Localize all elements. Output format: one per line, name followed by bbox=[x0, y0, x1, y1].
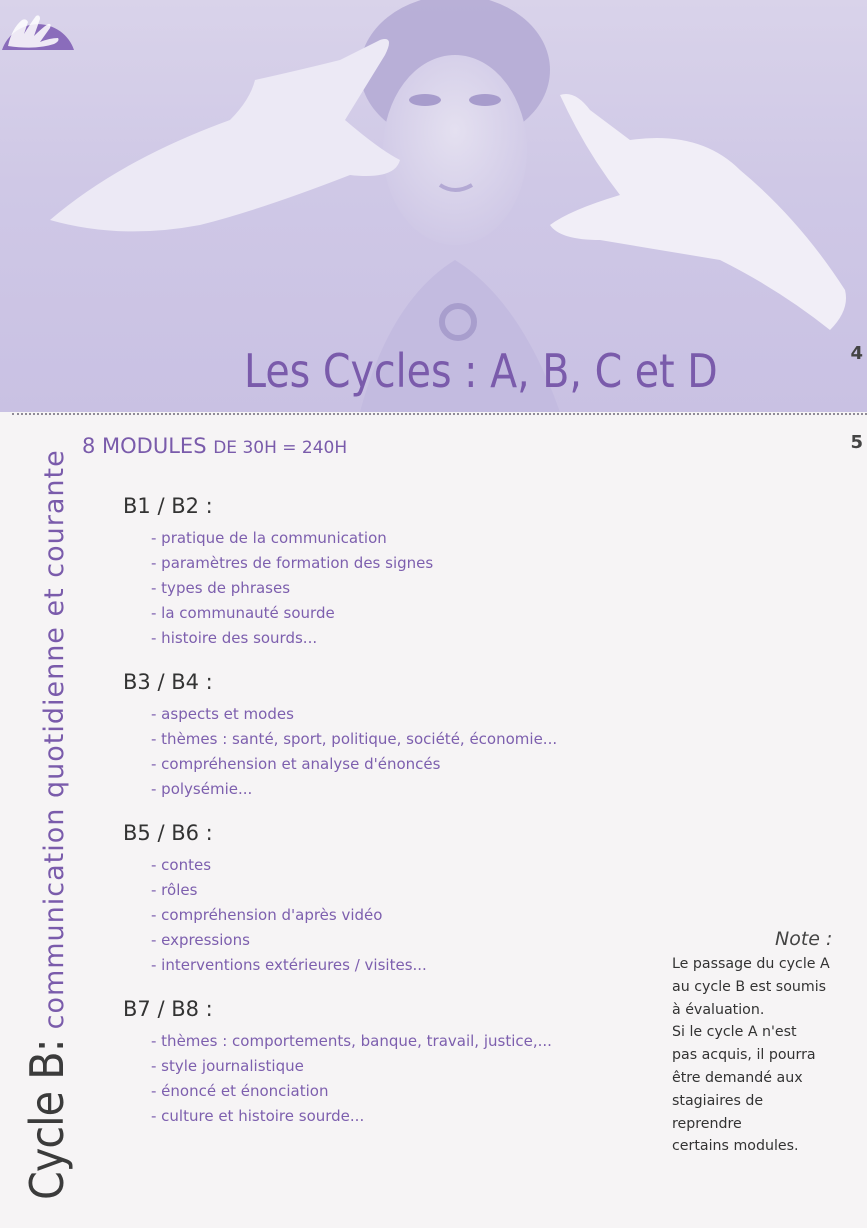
list-item: - culture et histoire sourde... bbox=[151, 1107, 365, 1125]
list-item: - thèmes : santé, sport, politique, société, économie... bbox=[151, 730, 558, 748]
module-group-b1-b2 bbox=[123, 494, 433, 651]
note-line: Le passage du cycle A bbox=[672, 956, 830, 972]
list-item: - la communauté sourde bbox=[151, 604, 335, 622]
list-item: - rôles bbox=[151, 881, 198, 899]
cycle-subtitle: communication quotidienne et courante bbox=[39, 449, 70, 1030]
page-number-right: 5 bbox=[850, 432, 863, 453]
list-item: - compréhension et analyse d'énoncés bbox=[151, 755, 441, 773]
side-title bbox=[20, 449, 74, 1200]
list-item: - énoncé et énonciation bbox=[151, 1082, 329, 1100]
group-title: B7 / B8 : bbox=[123, 997, 213, 1021]
note-line: pas acquis, il pourra bbox=[672, 1047, 816, 1064]
note-line: stagiaires de reprendre bbox=[672, 1092, 764, 1132]
group-title: B1 / B2 : bbox=[123, 494, 213, 518]
group-title: B5 / B6 : bbox=[123, 821, 213, 845]
note-line: à évaluation. bbox=[672, 1001, 765, 1018]
list-item: - contes bbox=[151, 856, 212, 874]
list-item: - style journalistique bbox=[151, 1057, 304, 1075]
hero-photo bbox=[0, 0, 867, 412]
list-item: - paramètres de formation des signes bbox=[151, 554, 434, 572]
module-group-b5-b6 bbox=[123, 821, 427, 978]
list-item: - pratique de la communication bbox=[151, 529, 387, 547]
list-item: - expressions bbox=[151, 931, 250, 949]
module-group-b3-b4 bbox=[123, 670, 557, 802]
list-item: - compréhension d'après vidéo bbox=[151, 906, 383, 924]
list-item: - interventions extérieures / visites... bbox=[151, 956, 427, 974]
list-item: - types de phrases bbox=[151, 579, 291, 597]
page-number-left: 4 bbox=[850, 343, 863, 364]
list-item: - histoire des sourds... bbox=[151, 629, 318, 647]
note-title: Note : bbox=[775, 928, 833, 950]
group-title: B3 / B4 : bbox=[123, 670, 213, 694]
page-divider bbox=[12, 413, 867, 415]
cycle-label: Cycle B: bbox=[20, 1039, 74, 1200]
module-group-b7-b8 bbox=[123, 997, 552, 1129]
modules-detail: DE 30H = 240H bbox=[213, 438, 348, 458]
list-item: - polysémie... bbox=[151, 780, 253, 798]
note-line: être demandé aux bbox=[672, 1069, 803, 1086]
hands-logo-icon bbox=[0, 0, 76, 52]
modules-count: 8 MODULES bbox=[82, 434, 207, 458]
note-line: Si le cycle A n'est bbox=[672, 1024, 797, 1041]
note-line: au cycle B est soumis bbox=[672, 978, 827, 995]
list-item: - thèmes : comportements, banque, travail, justice,... bbox=[151, 1032, 552, 1050]
note-body bbox=[672, 953, 834, 1158]
modules-heading bbox=[82, 434, 347, 458]
page-title: Les Cycles : A, B, C et D bbox=[244, 344, 718, 398]
note-line: certains modules. bbox=[672, 1138, 799, 1155]
list-item: - aspects et modes bbox=[151, 705, 294, 723]
